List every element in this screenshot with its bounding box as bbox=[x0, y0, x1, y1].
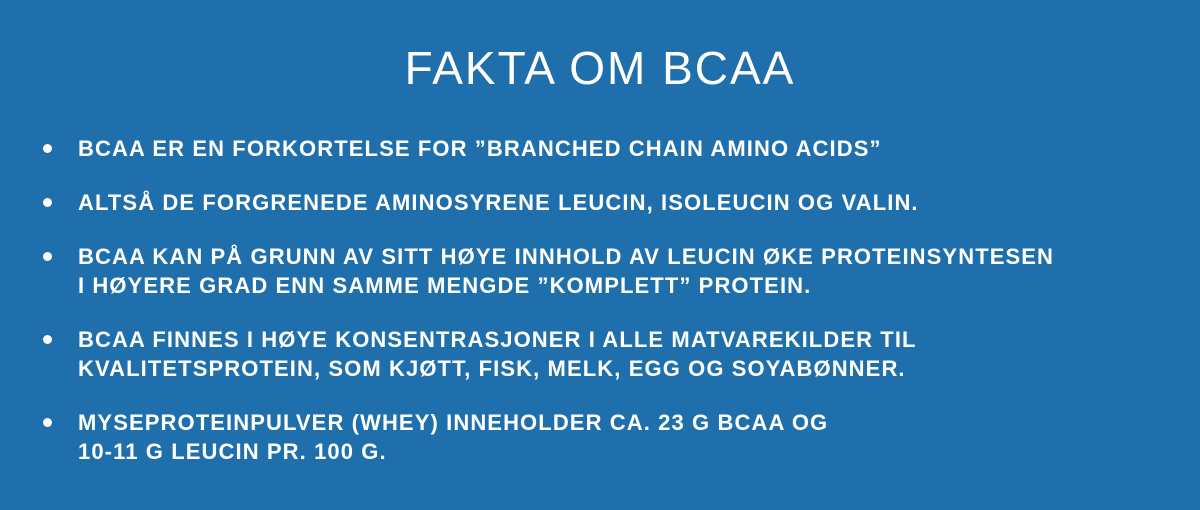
fact-line: KVALITETSPROTEIN, SOM KJØTT, FISK, MELK, EGG OG SOYABØNNER. bbox=[78, 356, 906, 381]
fact-item bbox=[40, 134, 1170, 163]
fact-line: 10-11 G LEUCIN PR. 100 G. bbox=[78, 439, 387, 464]
fact-line: ALTSÅ DE FORGRENEDE AMINOSYRENE LEUCIN, ISOLEUCIN OG VALIN. bbox=[78, 190, 919, 215]
bullet-icon bbox=[43, 144, 52, 153]
fact-line: I HØYERE GRAD ENN SAMME MENGDE ”KOMPLETT” PROTEIN. bbox=[78, 273, 812, 298]
bullet-icon bbox=[43, 198, 52, 207]
fact-item bbox=[40, 408, 1170, 466]
bullet-icon bbox=[43, 418, 52, 427]
fact-item bbox=[40, 188, 1170, 217]
fact-line: BCAA KAN PÅ GRUNN AV SITT HØYE INNHOLD AV LEUCIN ØKE PROTEINSYNTESEN bbox=[78, 244, 1055, 269]
bullet-icon bbox=[43, 335, 52, 344]
bullet-icon bbox=[43, 252, 52, 261]
fact-list bbox=[40, 134, 1170, 491]
page-title: FAKTA OM BCAA bbox=[404, 42, 796, 94]
fact-line: BCAA FINNES I HØYE KONSENTRASJONER I ALLE MATVAREKILDER TIL bbox=[78, 327, 917, 352]
fact-line: BCAA ER EN FORKORTELSE FOR ”BRANCHED CHAIN AMINO ACIDS” bbox=[78, 136, 882, 161]
fact-item bbox=[40, 325, 1170, 383]
fact-item bbox=[40, 242, 1170, 300]
fact-line: MYSEPROTEINPULVER (WHEY) INNEHOLDER CA. 23 G BCAA OG bbox=[78, 410, 829, 435]
